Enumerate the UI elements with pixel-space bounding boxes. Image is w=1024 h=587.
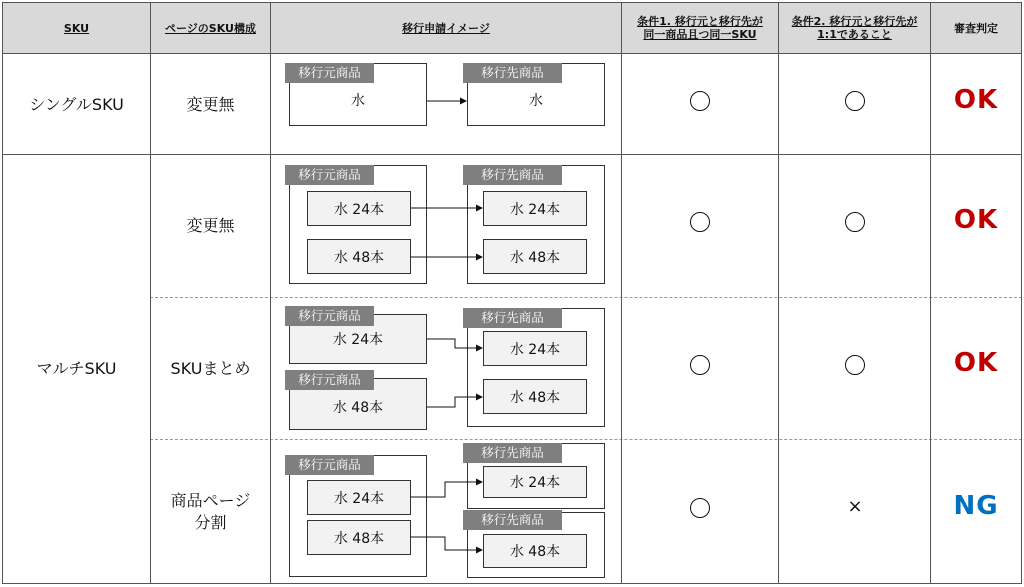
grid-col2-line [270, 2, 271, 584]
row2-dst-item1: 水 24本 [483, 191, 587, 226]
config-row4-line1: 商品ページ [170, 490, 251, 510]
header-sku-label: SKU [63, 21, 90, 35]
sku-multi: マルチSKU [36, 359, 117, 378]
row1-src-item: 水 [351, 93, 365, 109]
grid-col3-line [621, 2, 622, 584]
row4-src-item2: 水 48本 [307, 520, 411, 555]
row4-dst-item2: 水 48本 [483, 534, 587, 568]
header-image [271, 3, 621, 53]
row1-cond1-circle [690, 91, 710, 111]
config-row2: 変更無 [186, 216, 235, 235]
header-cond2-line2: 1:1であること [817, 28, 892, 41]
row1-cond2-circle [845, 91, 865, 111]
config-row4-line2: 分割 [194, 512, 227, 532]
grid-right-line [1021, 2, 1022, 584]
row4-dst-item1: 水 24本 [483, 466, 587, 498]
header-cond1-line1: 条件1. 移行元と移行先が [637, 15, 763, 28]
row1-dst-item: 水 [529, 93, 543, 109]
grid-top-line [2, 2, 1022, 3]
header-verdict [931, 3, 1021, 53]
row3-src-tag2: 移行元商品 [285, 370, 374, 390]
sku-single: シングルSKU [29, 94, 124, 114]
row3-dst-item1: 水 24本 [483, 331, 587, 366]
header-config [151, 3, 270, 53]
row4-cond1-circle [690, 498, 710, 518]
row4-dst-tag2: 移行先商品 [463, 510, 562, 530]
row3-verdict: OK [953, 348, 999, 378]
grid-col4-line [778, 2, 779, 584]
header-cond1 [622, 3, 778, 53]
row3-dst-item2: 水 48本 [483, 379, 587, 414]
grid-bottom-line [2, 583, 1022, 584]
row4-src-item1: 水 24本 [307, 480, 411, 515]
row1-dst-tag: 移行先商品 [463, 63, 562, 83]
row2-src-item2: 水 48本 [307, 239, 411, 274]
row4-dst-tag1: 移行先商品 [463, 443, 562, 463]
header-cond2 [779, 3, 930, 53]
row3-dst-tag: 移行先商品 [463, 308, 562, 328]
grid-row3-bottom-line [150, 439, 1022, 440]
grid-row2-bottom-line [150, 297, 1022, 298]
row2-cond1-circle [690, 212, 710, 232]
header-sku [3, 3, 150, 53]
row4-cond2-cross: × [847, 496, 863, 517]
row3-src-item2: 水 48本 [332, 400, 384, 416]
row2-src-item1: 水 24本 [307, 191, 411, 226]
header-image-label: 移行申請イメージ [402, 21, 490, 35]
grid-col5-line [930, 2, 931, 584]
row1-src-tag: 移行元商品 [285, 63, 374, 83]
row2-verdict: OK [953, 205, 999, 235]
header-config-label: ページのSKU構成 [165, 21, 256, 35]
config-row3: SKUまとめ [170, 358, 251, 378]
row1-verdict: OK [953, 85, 999, 115]
header-cond2-line1: 条件2. 移行元と移行先が [791, 15, 918, 28]
row4-verdict: NG [953, 491, 999, 521]
grid-header-bottom-line [2, 53, 1022, 54]
config-row1: 変更無 [186, 94, 235, 114]
header-cond1-line2: 同一商品且つ同一SKU [643, 28, 757, 41]
row4-src-tag: 移行元商品 [285, 455, 374, 475]
row2-dst-tag: 移行先商品 [463, 165, 562, 185]
row3-cond1-circle [690, 355, 710, 375]
row3-src-item1: 水 24本 [332, 332, 384, 348]
row2-dst-item2: 水 48本 [483, 239, 587, 274]
row3-src-tag1: 移行元商品 [285, 306, 374, 326]
header-verdict-label: 審査判定 [954, 21, 998, 35]
row3-cond2-circle [845, 355, 865, 375]
row2-src-tag: 移行元商品 [285, 165, 374, 185]
row2-cond2-circle [845, 212, 865, 232]
config-row4 [151, 440, 270, 583]
